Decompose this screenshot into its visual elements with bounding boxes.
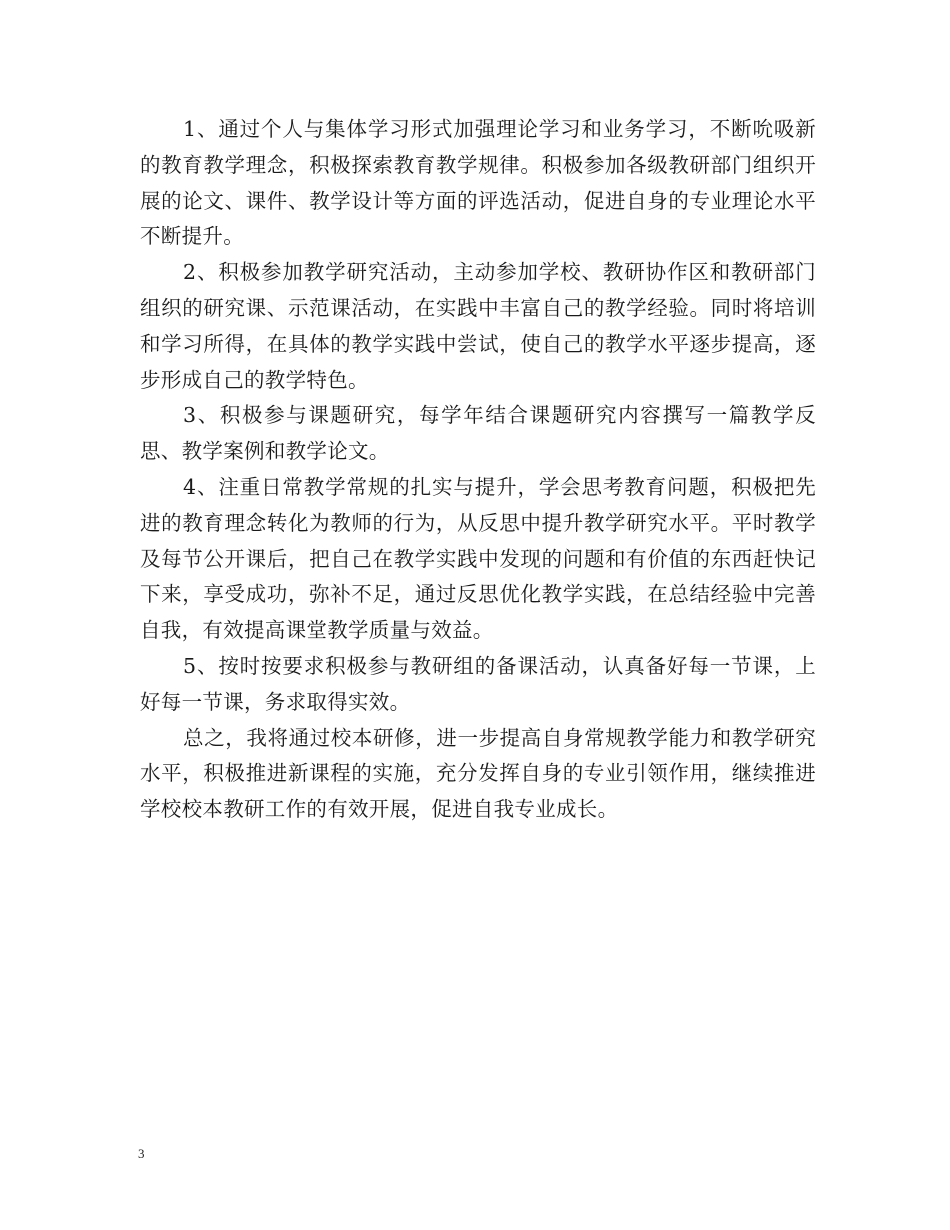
page-number: 3 — [138, 1146, 145, 1161]
paragraph-item-3: 3、积极参与课题研究，每学年结合课题研究内容撰写一篇教学反思、教学案例和教学论文。 — [140, 403, 816, 464]
paragraph-item-5: 5、按时按要求积极参与教研组的备课活动，认真备好每一节课，上好每一节课，务求取得实效。 — [140, 653, 816, 714]
paragraph-summary: 总之，我将通过校本研修，进一步提高自身常规教学能力和教学研究水平，积极推进新课程的实施，充分发挥自身的专业引领作用，继续推进学校校本教研工作的有效开展，促进自我专业成长。 — [140, 725, 816, 822]
paragraph-item-4: 4、注重日常教学常规的扎实与提升，学会思考教育问题，积极把先进的教育理念转化为教师的行为，从反思中提升教学研究水平。平时教学及每节公开课后，把自己在教学实践中发现的问题和有价值的东西赶快记下来，享受成功，弥补不足，通过反思优化教学实践，在总结经验中完善自我，有效提高课堂教学质量与效益。 — [140, 474, 816, 643]
paragraph-item-2: 2、积极参加教学研究活动，主动参加学校、教研协作区和教研部门组织的研究课、示范课活动，在实践中丰富自己的教学经验。同时将培训和学习所得，在具体的教学实践中尝试，使自己的教学水平逐步提高，逐步形成自己的教学特色。 — [140, 260, 816, 392]
body-text — [140, 112, 816, 828]
paragraph-item-1: 1、通过个人与集体学习形式加强理论学习和业务学习，不断吮吸新的教育教学理念，积极探索教育教学规律。积极参加各级教研部门组织开展的论文、课件、教学设计等方面的评选活动，促进自身的专业理论水平不断提升。 — [140, 117, 816, 249]
